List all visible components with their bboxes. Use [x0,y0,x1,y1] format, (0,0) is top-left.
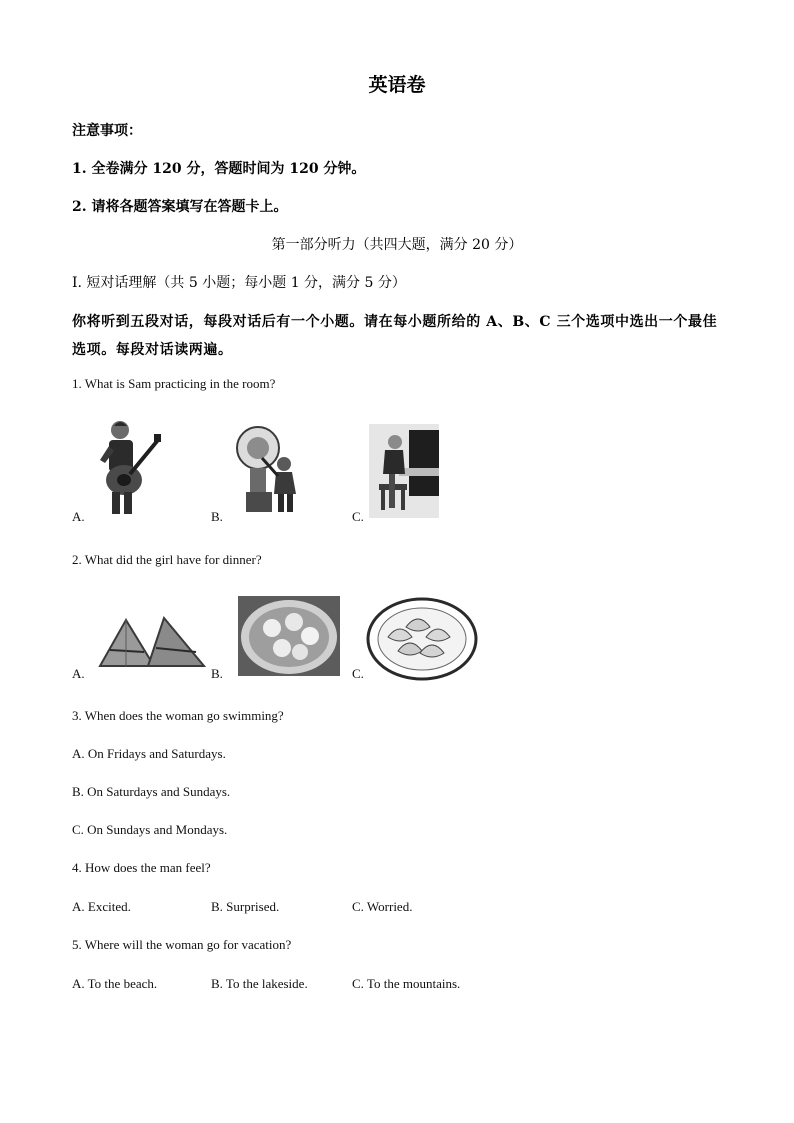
boy-playing-drum-image [232,424,306,516]
q5-option-c: C. To the mountains. [352,976,461,991]
question-2-text: 2. What did the girl have for dinner? [72,552,262,567]
note-1: 1. 全卷满分 120 分，答题时间为 120 分钟。 [72,161,366,177]
question-1-text: 1. What is Sam practicing in the room? [72,376,276,391]
boy-playing-piano-image [369,424,439,518]
q4-option-a: A. Excited. [72,899,131,914]
q4-option-b: B. Surprised. [211,899,280,914]
q2-option-b-label: B. [211,666,223,681]
note-2: 2. 请将各题答案填写在答题卡上。 [72,199,288,215]
q1-option-c-label: C. [352,509,364,524]
question-4-text: 4. How does the man feel? [72,860,211,875]
dumplings-plate-image [366,597,478,681]
part1-title: 第一部分听力（共四大题，满分 20 分） [271,237,523,253]
q1-option-a-label: A. [72,509,85,524]
notice-heading: 注意事项： [72,123,142,139]
q2-option-a-label: A. [72,666,85,681]
page-title: 英语卷 [368,74,426,96]
question-5-text: 5. Where will the woman go for vacation? [72,937,292,952]
q4-option-c: C. Worried. [352,899,413,914]
q5-option-b: B. To the lakeside. [211,976,308,991]
section1-instructions: 你将听到五段对话，每段对话后有一个小题。请在每小题所给的 A、B、C 三个选项中选出一个最佳选项。每段对话读两遍。 [72,314,718,358]
q2-option-c-label: C. [352,666,364,681]
boy-playing-guitar-image [92,418,166,516]
q1-option-b-label: B. [211,509,223,524]
q3-option-c: C. On Sundays and Mondays. [72,822,228,837]
section1-title: Ⅰ. 短对话理解（共 5 小题；每小题 1 分，满分 5 分） [72,275,406,291]
tangyuan-bowl-image [238,596,340,676]
q3-option-a: A. On Fridays and Saturdays. [72,746,226,761]
q3-option-b: B. On Saturdays and Sundays. [72,784,231,799]
zongzi-image [96,612,208,670]
q5-option-a: A. To the beach. [72,976,158,991]
question-3-text: 3. When does the woman go swimming? [72,708,284,723]
